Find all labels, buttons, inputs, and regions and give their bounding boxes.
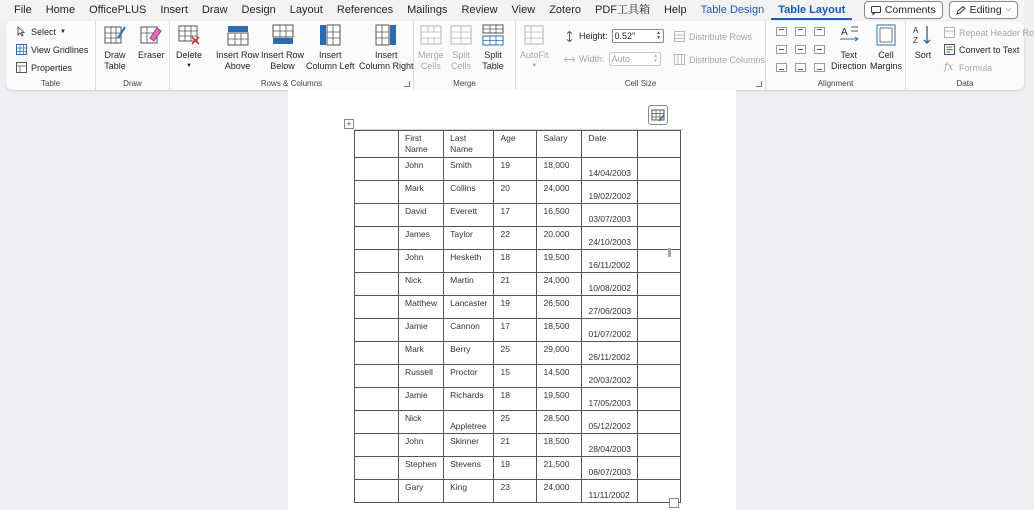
autofit-icon [523, 24, 545, 46]
row-cell[interactable] [355, 273, 399, 296]
align-bottom-center-icon[interactable] [795, 63, 806, 72]
table-row [355, 342, 681, 365]
row-cell[interactable] [638, 250, 681, 273]
autofit-button[interactable] [520, 24, 549, 72]
row-height-icon [564, 31, 575, 42]
row-cell[interactable] [638, 342, 681, 365]
cell-margins-label-1: Cell [878, 50, 894, 60]
svg-text:A: A [840, 27, 848, 38]
date-cell[interactable]: 11/11/2002 [582, 480, 638, 503]
tab-pdf-tools[interactable]: PDF工具箱 [594, 4, 650, 16]
align-center-right-icon[interactable] [814, 45, 825, 54]
group-alignment [766, 21, 906, 90]
cell-margins-label-2: Margins [870, 61, 903, 71]
distribute-rows-button[interactable] [674, 31, 752, 42]
salary-cell[interactable]: 28,500 [537, 411, 582, 434]
row-cell[interactable] [638, 411, 681, 434]
table-row [355, 457, 681, 480]
table-properties-icon [16, 62, 27, 73]
text-direction-label-2: Direction [831, 61, 867, 71]
age-cell[interactable]: 18 [494, 250, 537, 273]
date-cell[interactable]: 01/07/2002 [582, 319, 638, 342]
group-label-alignment: Alignment [817, 79, 854, 88]
last-name-cell[interactable]: Skinner [444, 434, 494, 457]
split-table-label-2: Table [482, 61, 504, 71]
last-name-cell[interactable]: Martin [444, 273, 494, 296]
row-cell[interactable] [355, 227, 399, 250]
age-cell[interactable]: 19 [494, 457, 537, 480]
merge-cells-icon [420, 24, 442, 46]
date-cell[interactable]: 17/05/2003 [582, 388, 638, 411]
header-last-name[interactable]: Last Name [444, 131, 494, 158]
last-name-cell[interactable]: Proctor [444, 365, 494, 388]
eraser-button[interactable] [138, 24, 165, 61]
insert-row-below-label-1: Insert Row [261, 50, 305, 60]
properties-button[interactable] [16, 62, 72, 73]
tab-draw[interactable]: Draw [201, 4, 228, 16]
header-cell[interactable] [638, 131, 681, 158]
tab-help[interactable]: Help [663, 4, 687, 16]
salary-cell[interactable]: 26,500 [537, 296, 582, 319]
tab-layout[interactable]: Layout [289, 4, 323, 16]
age-cell[interactable]: 20 [494, 181, 537, 204]
first-name-cell[interactable]: Nick [399, 273, 444, 296]
group-cell-size [516, 21, 766, 90]
row-cell[interactable] [355, 319, 399, 342]
width-input[interactable] [609, 52, 661, 66]
merge-cells-button[interactable] [418, 24, 444, 72]
tab-zotero[interactable]: Zotero [549, 4, 581, 16]
align-center-icon[interactable] [795, 45, 806, 54]
table-row [355, 273, 681, 296]
draw-table-button[interactable] [104, 24, 126, 72]
draw-table-label-1: Draw [104, 50, 126, 60]
insert-row-below-icon [272, 24, 294, 46]
quick-table-icon [649, 106, 667, 124]
split-cells-label-2: Cells [450, 61, 471, 71]
table-row [355, 319, 681, 342]
height-input[interactable] [612, 29, 664, 43]
align-bottom-row [776, 63, 825, 72]
row-cell[interactable] [638, 319, 681, 342]
properties-label: Properties [31, 62, 73, 73]
age-cell[interactable]: 21 [494, 434, 537, 457]
last-name-cell[interactable]: Cannon [444, 319, 494, 342]
chevron-down-icon: ▼ [60, 28, 66, 35]
group-label-data: Data [956, 79, 974, 88]
split-table-button[interactable] [482, 24, 504, 72]
insert-column-left-button[interactable] [306, 24, 355, 72]
last-name-cell[interactable]: Richards [444, 388, 494, 411]
row-cell[interactable] [638, 388, 681, 411]
sort-button[interactable] [912, 24, 934, 61]
first-name-cell[interactable]: Jamie [399, 319, 444, 342]
tab-officeplus[interactable]: OfficePLUS [89, 4, 147, 16]
first-name-cell[interactable]: James [399, 227, 444, 250]
row-height-control [564, 29, 664, 43]
insert-column-left-label-2: Column Left [306, 61, 355, 71]
row-cell[interactable] [355, 411, 399, 434]
row-cell[interactable] [355, 204, 399, 227]
age-cell[interactable]: 21 [494, 273, 537, 296]
row-cell[interactable] [638, 457, 681, 480]
formula-label: Formula [959, 62, 993, 73]
group-label-rows-columns: Rows & Columns [260, 79, 323, 88]
row-cell[interactable] [355, 434, 399, 457]
date-cell[interactable]: 28/04/2003 [582, 434, 638, 457]
insert-row-below-label-2: Below [270, 61, 295, 71]
insert-row-above-icon [227, 24, 249, 46]
salary-cell[interactable]: 24,000 [537, 181, 582, 204]
ribbon [6, 21, 1034, 90]
convert-to-text-label: Convert to Text [959, 44, 1020, 55]
text-direction-button[interactable] [831, 24, 867, 72]
align-top-right-icon[interactable] [814, 27, 825, 36]
width-spinner-icon[interactable]: ▲ ▼ [653, 53, 658, 64]
row-cell[interactable] [638, 204, 681, 227]
last-name-cell[interactable]: Stevens [444, 457, 494, 480]
header-date[interactable]: Date [582, 131, 638, 158]
menu-bar [0, 0, 1024, 20]
split-cells-label-1: Split [452, 50, 470, 60]
insert-column-right-icon [375, 24, 397, 46]
align-top-center-icon[interactable] [795, 27, 806, 36]
header-age[interactable]: Age [494, 131, 537, 158]
first-name-cell[interactable]: Jamie [399, 388, 444, 411]
first-name-cell[interactable]: Nick [399, 411, 444, 434]
date-cell[interactable]: 16/11/2002 [582, 250, 638, 273]
group-rows-columns [170, 21, 414, 90]
age-cell[interactable]: 23 [494, 480, 537, 503]
salary-cell[interactable]: 19,500 [537, 388, 582, 411]
salary-cell[interactable]: 24,000 [537, 480, 582, 503]
salary-cell[interactable]: 18,500 [537, 319, 582, 342]
group-data [906, 21, 1034, 90]
height-spinner-icon[interactable]: ▲ ▼ [656, 30, 661, 41]
rows-columns-launcher-icon[interactable] [404, 81, 410, 87]
text-direction-icon [838, 24, 860, 46]
last-name-cell[interactable]: Collins [444, 181, 494, 204]
tab-table-design[interactable]: Table Design [700, 4, 765, 16]
tab-references[interactable]: References [336, 4, 394, 16]
repeat-header-label: Repeat Header Ro [959, 27, 1034, 38]
convert-to-text-button[interactable] [944, 44, 1019, 55]
cell-size-launcher-icon[interactable] [756, 81, 762, 87]
last-name-cell[interactable]: Lancaster [444, 296, 494, 319]
width-label: Width: [579, 54, 605, 64]
age-cell[interactable]: 19 [494, 158, 537, 181]
align-middle-row [776, 45, 825, 54]
table-row [355, 296, 681, 319]
distribute-columns-label: Distribute Columns [689, 54, 766, 65]
first-name-cell[interactable]: John [399, 434, 444, 457]
comments-label: Comments [884, 4, 936, 16]
row-cell[interactable] [355, 296, 399, 319]
row-cell[interactable] [638, 158, 681, 181]
insert-column-left-icon [319, 24, 341, 46]
convert-to-text-icon [944, 44, 955, 55]
last-name-cell[interactable]: Appletree [444, 411, 494, 434]
align-top-row [776, 27, 825, 36]
view-gridlines-button[interactable] [16, 44, 88, 55]
date-cell[interactable]: 26/11/2002 [582, 342, 638, 365]
column-resize-marker[interactable] [668, 248, 671, 257]
date-cell[interactable]: 03/07/2003 [582, 204, 638, 227]
table-row [355, 158, 681, 181]
last-name-cell[interactable]: Taylor [444, 227, 494, 250]
last-name-cell[interactable]: King [444, 480, 494, 503]
row-cell[interactable] [355, 158, 399, 181]
table-move-handle-icon[interactable]: + [344, 119, 354, 129]
repeat-header-rows-button[interactable] [944, 27, 1034, 38]
salary-cell[interactable]: 18,000 [537, 158, 582, 181]
split-table-icon [482, 24, 504, 46]
column-width-control [564, 52, 661, 66]
group-merge [414, 21, 516, 90]
svg-text:A: A [913, 26, 919, 35]
first-name-cell[interactable]: John [399, 250, 444, 273]
tab-design[interactable]: Design [241, 4, 276, 16]
svg-text:Z: Z [913, 36, 918, 45]
formula-icon: fx [944, 62, 954, 73]
row-cell[interactable] [638, 227, 681, 250]
date-cell[interactable]: 27/06/2003 [582, 296, 638, 319]
row-cell[interactable] [355, 342, 399, 365]
group-label-table: Table [40, 79, 61, 88]
insert-row-above-label-1: Insert Row [216, 50, 260, 60]
last-name-cell[interactable]: Smith [444, 158, 494, 181]
table-header-row [355, 131, 681, 158]
row-cell[interactable] [355, 480, 399, 503]
first-name-cell[interactable]: Mark [399, 342, 444, 365]
tab-review[interactable]: Review [461, 4, 498, 16]
eraser-label: Eraser [138, 50, 165, 60]
table-resize-handle-icon[interactable] [669, 498, 679, 508]
row-cell[interactable] [638, 296, 681, 319]
table-row [355, 227, 681, 250]
chevron-down-icon: ⌵ [1005, 6, 1011, 13]
row-cell[interactable] [355, 365, 399, 388]
distribute-rows-icon [674, 31, 685, 42]
insert-row-above-label-2: Above [224, 61, 251, 71]
age-cell[interactable]: 22 [494, 227, 537, 250]
merge-cells-label-1: Merge [418, 50, 444, 60]
height-label: Height: [579, 31, 608, 41]
table-row [355, 411, 681, 434]
first-name-cell[interactable]: David [399, 204, 444, 227]
tab-home[interactable]: Home [45, 4, 76, 16]
table-row [355, 181, 681, 204]
header-cell[interactable] [355, 131, 399, 158]
table-row [355, 480, 681, 503]
row-cell[interactable] [355, 388, 399, 411]
delete-table-icon [178, 24, 200, 46]
chevron-down-icon: ▼ [186, 63, 192, 69]
view-gridlines-label: View Gridlines [31, 44, 89, 55]
insert-column-left-label-1: Insert [319, 50, 342, 60]
draw-table-icon [104, 24, 126, 46]
group-label-merge: Merge [453, 79, 476, 88]
table-row [355, 250, 681, 273]
last-name-cell[interactable]: Berry [444, 342, 494, 365]
merge-cells-label-2: Cells [420, 61, 441, 71]
draw-table-label-2: Table [104, 61, 126, 71]
salary-cell[interactable]: 19,500 [537, 250, 582, 273]
distribute-columns-icon [674, 54, 685, 65]
insert-column-right-button[interactable] [359, 24, 414, 72]
header-first-name[interactable]: First Name [399, 131, 444, 158]
group-table [6, 21, 96, 90]
formula-button[interactable] [944, 62, 992, 73]
date-cell[interactable]: 05/12/2002 [582, 411, 638, 434]
repeat-header-icon [944, 27, 955, 38]
align-center-left-icon[interactable] [776, 45, 787, 54]
split-cells-button[interactable] [450, 24, 472, 72]
group-draw [96, 21, 170, 90]
chevron-down-icon: ▼ [531, 63, 538, 69]
salary-cell[interactable]: 14,500 [537, 365, 582, 388]
age-cell[interactable]: 18 [494, 388, 537, 411]
age-cell[interactable]: 17 [494, 319, 537, 342]
last-name-cell[interactable]: Everett [444, 204, 494, 227]
cursor-icon [16, 26, 27, 37]
salary-cell[interactable]: 18,500 [537, 434, 582, 457]
comments-button[interactable] [864, 1, 943, 19]
column-width-icon [564, 54, 575, 65]
header-salary[interactable]: Salary [537, 131, 582, 158]
tab-table-layout[interactable]: Table Layout [771, 0, 852, 20]
first-name-cell[interactable]: John [399, 158, 444, 181]
date-cell[interactable]: 20/03/2002 [582, 365, 638, 388]
align-top-left-icon[interactable] [776, 27, 787, 36]
row-cell[interactable] [638, 434, 681, 457]
cell-margins-button[interactable] [870, 24, 902, 72]
insert-row-above-button[interactable] [216, 24, 259, 72]
width-value: Auto [611, 54, 631, 64]
tab-insert[interactable]: Insert [160, 4, 188, 16]
group-label-cell-size: Cell Size [624, 79, 657, 88]
align-bottom-right-icon[interactable] [814, 63, 825, 72]
editing-mode-button[interactable] [949, 1, 1018, 19]
sort-label: Sort [914, 50, 932, 60]
salary-cell[interactable]: 20,000 [537, 227, 582, 250]
insert-row-below-button[interactable] [261, 24, 304, 72]
row-cell[interactable] [355, 457, 399, 480]
age-cell[interactable]: 25 [494, 411, 537, 434]
insert-column-right-label-2: Column Right [359, 61, 414, 71]
insert-column-right-label-1: Insert [375, 50, 398, 60]
tab-view[interactable]: View [511, 4, 536, 16]
split-cells-icon [450, 24, 472, 46]
table-quick-action-button[interactable] [648, 105, 668, 125]
delete-button[interactable] [176, 24, 202, 72]
table-row [355, 434, 681, 457]
salary-cell[interactable]: 24,000 [537, 273, 582, 296]
text-direction-label-1: Text [840, 50, 858, 60]
date-cell[interactable]: 19/02/2002 [582, 181, 638, 204]
distribute-rows-label: Distribute Rows [689, 31, 753, 42]
age-cell[interactable]: 17 [494, 204, 537, 227]
comment-icon [871, 6, 881, 15]
row-cell[interactable] [638, 181, 681, 204]
date-cell[interactable]: 24/10/2003 [582, 227, 638, 250]
height-value: 0.52" [614, 31, 636, 41]
eraser-icon [140, 24, 162, 46]
pencil-icon [956, 6, 966, 15]
first-name-cell[interactable]: Matthew [399, 296, 444, 319]
table-row [355, 204, 681, 227]
cell-margins-icon [875, 24, 897, 46]
salary-cell[interactable]: 29,000 [537, 342, 582, 365]
first-name-cell[interactable]: Gary [399, 480, 444, 503]
autofit-label: AutoFit [520, 50, 549, 60]
table-row [355, 365, 681, 388]
date-cell[interactable]: 14/04/2003 [582, 158, 638, 181]
salary-cell[interactable]: 21,500 [537, 457, 582, 480]
tab-file[interactable]: File [14, 4, 32, 16]
delete-label: Delete [176, 50, 203, 60]
age-cell[interactable]: 19 [494, 296, 537, 319]
distribute-columns-button[interactable] [674, 54, 765, 65]
select-label: Select [31, 26, 57, 37]
tab-mailings[interactable]: Mailings [407, 4, 448, 16]
split-table-label-1: Split [484, 50, 502, 60]
sort-icon [912, 24, 934, 46]
table-row [355, 388, 681, 411]
data-table[interactable] [354, 130, 681, 503]
date-cell[interactable]: 08/07/2003 [582, 457, 638, 480]
age-cell[interactable]: 25 [494, 342, 537, 365]
salary-cell[interactable]: 16,500 [537, 204, 582, 227]
row-cell[interactable] [355, 181, 399, 204]
age-cell[interactable]: 15 [494, 365, 537, 388]
last-name-cell[interactable]: Hesketh [444, 250, 494, 273]
row-cell[interactable] [638, 273, 681, 296]
date-cell[interactable]: 10/08/2002 [582, 273, 638, 296]
first-name-cell[interactable]: Stephen [399, 457, 444, 480]
first-name-cell[interactable]: Russell [399, 365, 444, 388]
gridlines-icon [16, 44, 27, 55]
group-label-draw: Draw [123, 79, 142, 88]
first-name-cell[interactable]: Mark [399, 181, 444, 204]
align-bottom-left-icon[interactable] [776, 63, 787, 72]
select-button[interactable] [16, 26, 66, 37]
editing-label: Editing [969, 4, 1002, 16]
row-cell[interactable] [355, 250, 399, 273]
row-cell[interactable] [638, 365, 681, 388]
